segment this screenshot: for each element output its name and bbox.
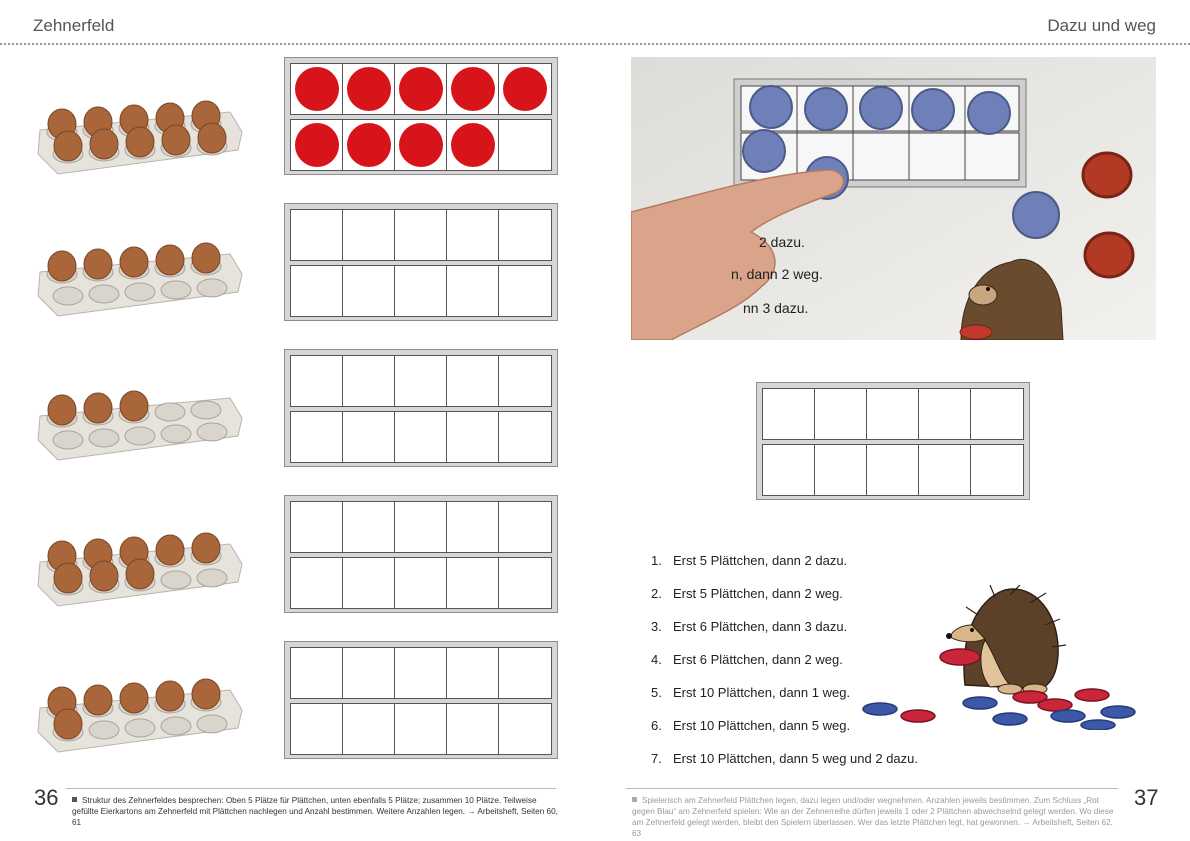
ten-frame-row [762, 444, 1024, 496]
ten-frame-cell [867, 445, 919, 495]
red-counter [399, 123, 443, 167]
ten-frame-cell [343, 558, 395, 608]
red-counter [451, 123, 495, 167]
ten-frame [284, 57, 558, 175]
hedgehog-icon [860, 585, 1150, 730]
ten-frame-cell [343, 64, 395, 114]
left-page-title: Zehnerfeld [33, 16, 115, 35]
egg [54, 563, 82, 593]
egg [156, 681, 184, 711]
ten-frame-cell [395, 120, 447, 170]
ten-frame-cell [447, 120, 499, 170]
egg [90, 561, 118, 591]
egg-carton [34, 234, 246, 318]
ten-frame-cell [343, 266, 395, 316]
ten-frame-cell [971, 389, 1023, 439]
ten-frame-row [290, 63, 552, 115]
ten-frame-cell [499, 120, 551, 170]
egg [162, 125, 190, 155]
ten-frame-cell [291, 502, 343, 552]
ten-frame-cell [499, 558, 551, 608]
egg-carton-icon [34, 234, 246, 318]
bullet-square-icon [632, 797, 637, 802]
egg [198, 123, 226, 153]
ten-frame-cell [291, 648, 343, 698]
ten-frame-row [290, 411, 552, 463]
ten-frame-cell [395, 558, 447, 608]
ten-frame-cell [499, 502, 551, 552]
header-divider [0, 43, 1190, 45]
ten-frame-cell [499, 704, 551, 754]
ten-frame-cell [447, 210, 499, 260]
ten-frame-row [290, 647, 552, 699]
ten-frame-cell [291, 558, 343, 608]
ten-frame-cell [343, 120, 395, 170]
egg-carton [34, 378, 246, 462]
counters-photo [631, 57, 1156, 340]
red-counter [347, 67, 391, 111]
ten-frame-cell [343, 704, 395, 754]
egg [156, 245, 184, 275]
red-counter [451, 67, 495, 111]
egg [84, 685, 112, 715]
egg [54, 709, 82, 739]
egg [120, 391, 148, 421]
ten-frame-cell [447, 412, 499, 462]
ten-frame-row [290, 119, 552, 171]
egg [90, 129, 118, 159]
ten-frame-cell [291, 120, 343, 170]
ten-frame-row [290, 209, 552, 261]
ten-frame-cell [343, 648, 395, 698]
ten-frame-cell [447, 704, 499, 754]
task-item: 2. Erst 5 Plättchen, dann 2 weg. [651, 586, 843, 601]
ten-frame-row [762, 388, 1024, 440]
ten-frame-cell [447, 266, 499, 316]
egg-carton-icon [34, 92, 246, 176]
ten-frame-cell [395, 412, 447, 462]
ten-frame [284, 203, 558, 321]
task-item: 5. Erst 10 Plättchen, dann 1 weg. [651, 685, 851, 700]
red-counter [399, 67, 443, 111]
ten-frame-cell [395, 704, 447, 754]
ten-frame-cell [919, 445, 971, 495]
ten-frame-cell [291, 210, 343, 260]
egg-carton-icon [34, 524, 246, 608]
ten-frame-cell [499, 356, 551, 406]
task-item: 1. Erst 5 Plättchen, dann 2 dazu. [651, 553, 848, 568]
egg [120, 683, 148, 713]
ten-frame [284, 349, 558, 467]
ten-frame [284, 641, 558, 759]
ten-frame-cell [499, 210, 551, 260]
task-item: 3. Erst 6 Plättchen, dann 3 dazu. [651, 619, 848, 634]
ten-frame-cell [291, 412, 343, 462]
ten-frame-cell [763, 445, 815, 495]
egg [156, 535, 184, 565]
photo-text-line: 2 dazu. [759, 234, 805, 250]
egg [192, 679, 220, 709]
red-counter [503, 67, 547, 111]
ten-frame-cell [343, 412, 395, 462]
ten-frame-cell [395, 648, 447, 698]
ten-frame-cell [343, 356, 395, 406]
ten-frame-cell [447, 502, 499, 552]
egg [54, 131, 82, 161]
photo-text-line: nn 3 dazu. [743, 300, 809, 316]
ten-frame-cell [395, 266, 447, 316]
egg [84, 393, 112, 423]
footer-divider [66, 788, 556, 789]
ten-frame-cell [343, 210, 395, 260]
egg [120, 247, 148, 277]
ten-frame-cell [395, 356, 447, 406]
right-page-title: Dazu und weg [1047, 16, 1156, 35]
egg [192, 533, 220, 563]
red-counter [295, 123, 339, 167]
ten-frame-cell [815, 445, 867, 495]
ten-frame-cell [447, 648, 499, 698]
ten-frame-cell [763, 389, 815, 439]
hedgehog-illustration [860, 585, 1150, 730]
ten-frame-row [290, 355, 552, 407]
ten-frame-cell [499, 266, 551, 316]
ten-frame-cell [343, 502, 395, 552]
ten-frame-cell [291, 704, 343, 754]
teacher-note-right: Spielerisch am Zehnerfeld Plättchen legen, dazu legen und/oder wegnehmen. Anzahlen jeweils bestimmen. Zum Schluss „Rot gegen Blau“ am Zehnerfeld spielen: Wie an der Zehnerreihe dürfen jeweils 1 oder 2 Plättchen abwechselnd gelegt werden. Wo diese am Zehnerfeld gelegt werden, bleibt den Spielern überlassen. Wer das letzte Plättchen legt, hat gewonnen. → Arbeitsheft, Seiten 62, 63 [632, 796, 1114, 838]
ten-frame [756, 382, 1030, 500]
task-item: 6. Erst 10 Plättchen, dann 5 weg. [651, 718, 851, 733]
egg [126, 127, 154, 157]
ten-frame-cell [867, 389, 919, 439]
page-number-right: 37 [1134, 785, 1159, 810]
ten-frame-row [290, 557, 552, 609]
ten-frame-cell [499, 412, 551, 462]
egg [48, 251, 76, 281]
ten-frame-cell [499, 648, 551, 698]
task-item: 4. Erst 6 Plättchen, dann 2 weg. [651, 652, 843, 667]
teacher-note-left: Struktur des Zehnerfeldes besprechen: Oben 5 Plätze für Plättchen, unten ebenfalls 5 Plätze; zusammen 10 Plätze. Teilweise gefüllte Eierkartons am Zehnerfeld mit Plättchen nachlegen und Anzahl bestimmen. Weitere Anzahlen legen. → Arbeitsheft, Seiten 60, 61 [72, 796, 558, 827]
egg-carton [34, 92, 246, 176]
egg-carton-icon [34, 670, 246, 754]
ten-frame-cell [919, 389, 971, 439]
photo-text-line: n, dann 2 weg. [731, 266, 823, 282]
ten-frame-cell [971, 445, 1023, 495]
egg [192, 243, 220, 273]
ten-frame-row [290, 501, 552, 553]
ten-frame-cell [499, 64, 551, 114]
footer-divider [626, 788, 1118, 789]
ten-frame-row [290, 265, 552, 317]
ten-frame-row [290, 703, 552, 755]
task-item: 7. Erst 10 Plättchen, dann 5 weg und 2 dazu. [651, 751, 919, 766]
ten-frame-cell [395, 210, 447, 260]
ten-frame-cell [291, 266, 343, 316]
ten-frame-cell [291, 356, 343, 406]
ten-frame [284, 495, 558, 613]
egg-carton [34, 670, 246, 754]
egg-carton [34, 524, 246, 608]
egg-carton-icon [34, 378, 246, 462]
bullet-square-icon [72, 797, 77, 802]
ten-frame-cell [447, 64, 499, 114]
egg [84, 249, 112, 279]
ten-frame-cell [815, 389, 867, 439]
ten-frame-cell [395, 502, 447, 552]
red-counter [347, 123, 391, 167]
egg [126, 559, 154, 589]
red-counter [295, 67, 339, 111]
ten-frame-cell [395, 64, 447, 114]
ten-frame-cell [291, 64, 343, 114]
egg [48, 395, 76, 425]
ten-frame-cell [447, 558, 499, 608]
ten-frame-cell [447, 356, 499, 406]
page-number-left: 36 [34, 785, 59, 810]
